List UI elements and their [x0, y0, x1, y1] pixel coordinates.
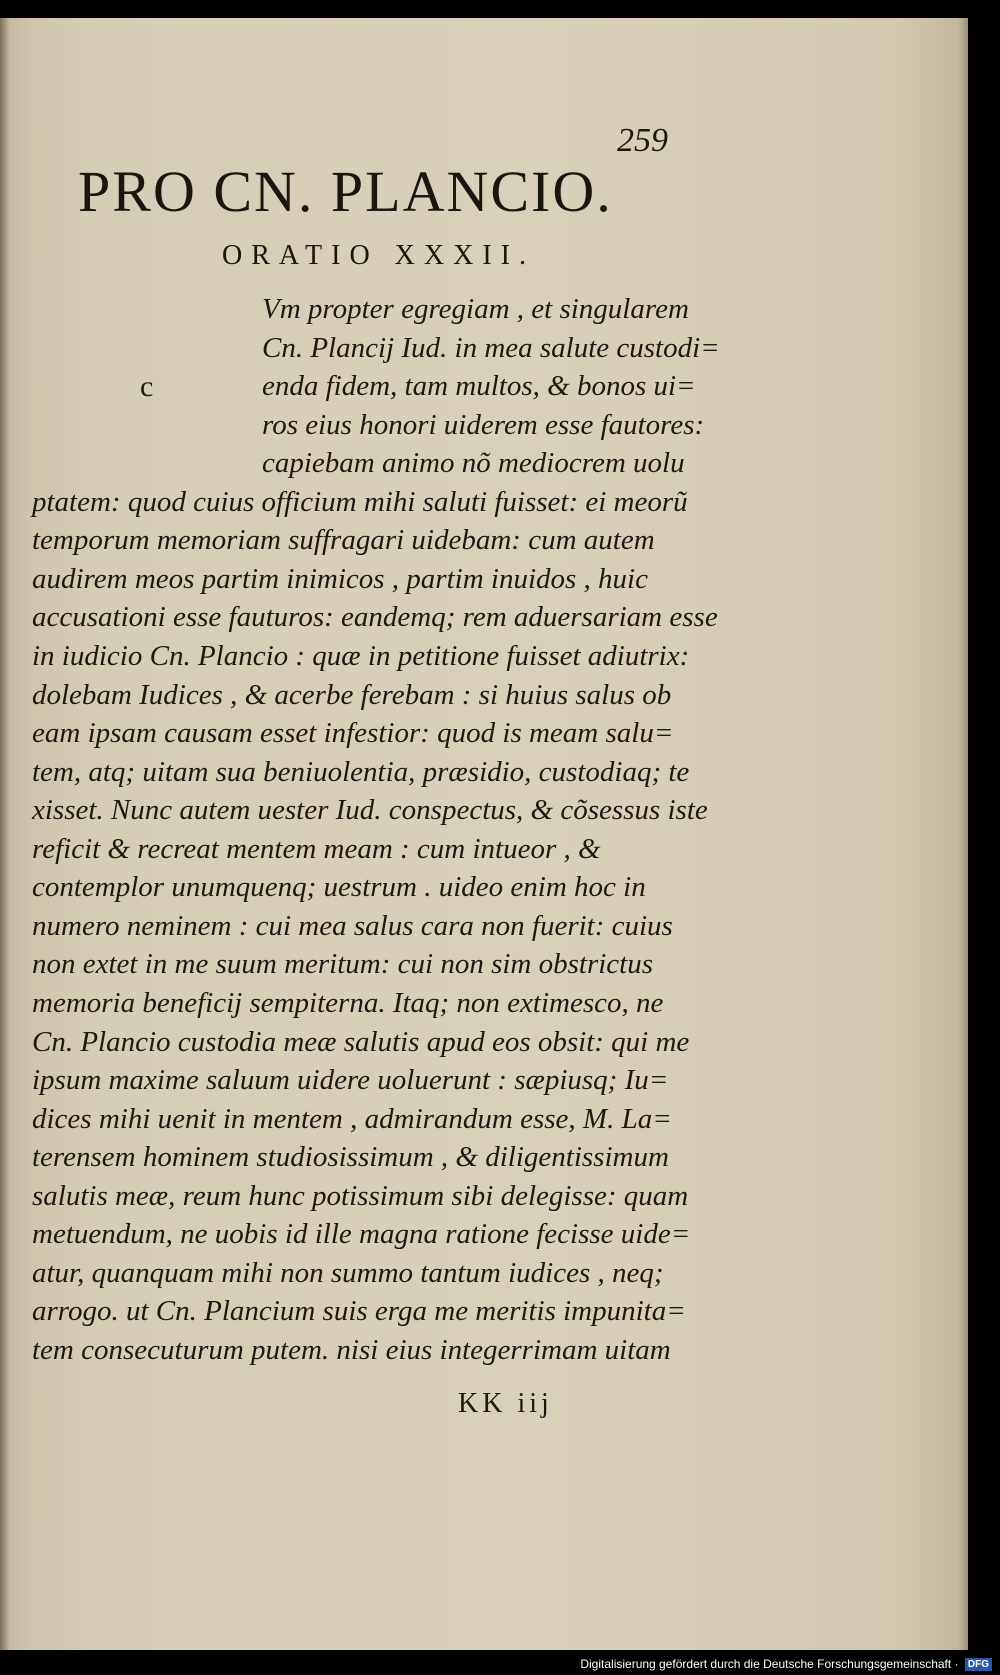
- credit-text: Digitalisierung gefördert durch die Deutsche Forschungsgemeinschaft ·: [580, 1656, 959, 1671]
- oration-title: PRO CN. PLANCIO.: [78, 159, 613, 224]
- text-line: ros eius honori uiderem esse fautores:: [262, 408, 705, 441]
- text-line: salutis meæ, reum hunc potissimum sibi delegisse: quam: [32, 1179, 689, 1212]
- text-line: capiebam animo nõ mediocrem uolu: [262, 447, 685, 480]
- text-line: metuendum, ne uobis id ille magna ratione fecisse uide=: [32, 1218, 691, 1251]
- text-line: non extet in me suum meritum: cui non sim obstrictus: [32, 948, 654, 981]
- text-line: temporum memoriam suffragari uidebam: cum autem: [32, 524, 655, 557]
- text-line: dices mihi uenit in mentem , admirandum esse, M. La=: [32, 1102, 672, 1135]
- text-line: atur, quanquam mihi non summo tantum iudices , neq;: [32, 1256, 664, 1289]
- oration-subtitle: ORATIO XXXII.: [222, 240, 535, 271]
- page-number: 259: [617, 122, 668, 159]
- signature-mark: KK iij: [458, 1388, 553, 1419]
- text-line: in iudicio Cn. Plancio : quæ in petitione fuisset adiutrix:: [32, 640, 690, 672]
- margin-letter: c: [140, 370, 154, 403]
- text-line: arrogo. ut Cn. Plancium suis erga me meritis impunita=: [32, 1295, 686, 1328]
- text-line: tem, atq; uitam sua beniuolentia, præsidio, custodiaq; te: [32, 755, 690, 788]
- text-line: numero neminem : cui mea salus cara non fuerit: cuius: [32, 909, 673, 942]
- text-line: dolebam Iudices , & acerbe ferebam : si huius salus ob: [32, 678, 672, 711]
- text-line: Vm propter egregiam , et singularem: [262, 293, 689, 325]
- text-line: ptatem: quod cuius officium mihi saluti fuisset: ei meorũ: [32, 485, 688, 518]
- text-line: Cn. Plancio custodia meæ salutis apud eos obsit: qui me: [32, 1025, 690, 1058]
- text-line: enda fidem, tam multos, & bonos ui=: [262, 370, 696, 403]
- digitization-credit: [580, 1657, 992, 1671]
- text-line: contemplor unumquenq; uestrum . uideo enim hoc in: [32, 871, 646, 904]
- page-edge-shadow: [958, 18, 968, 1650]
- text-line: terensem hominem studiosissimum , & diligentissimum: [32, 1141, 669, 1174]
- page-gutter-shadow: [0, 18, 10, 1650]
- text-line: Cn. Plancij Iud. in mea salute custodi=: [262, 331, 720, 364]
- text-line: audirem meos partim inimicos , partim inuidos , huic: [32, 562, 648, 595]
- dfg-logo: DFG: [965, 1658, 992, 1671]
- text-line: xisset. Nunc autem uester Iud. conspectus, & cõsessus iste: [32, 794, 708, 827]
- text-line: reficit & recreat mentem meam : cum intueor , &: [32, 832, 601, 865]
- text-line: memoria beneficij sempiterna. Itaq; non extimesco, ne: [32, 987, 664, 1019]
- text-line: ipsum maxime saluum uidere uoluerunt : sæpiusq; Iu=: [32, 1064, 669, 1097]
- text-line: accusationi esse fauturos: eandemq; rem aduersariam esse: [32, 601, 718, 634]
- text-line: eam ipsam causam esset infestior: quod is meam salu=: [32, 717, 674, 750]
- book-page: [0, 18, 968, 1650]
- text-line: tem consecuturum putem. nisi eius integerrimam uitam: [32, 1334, 671, 1366]
